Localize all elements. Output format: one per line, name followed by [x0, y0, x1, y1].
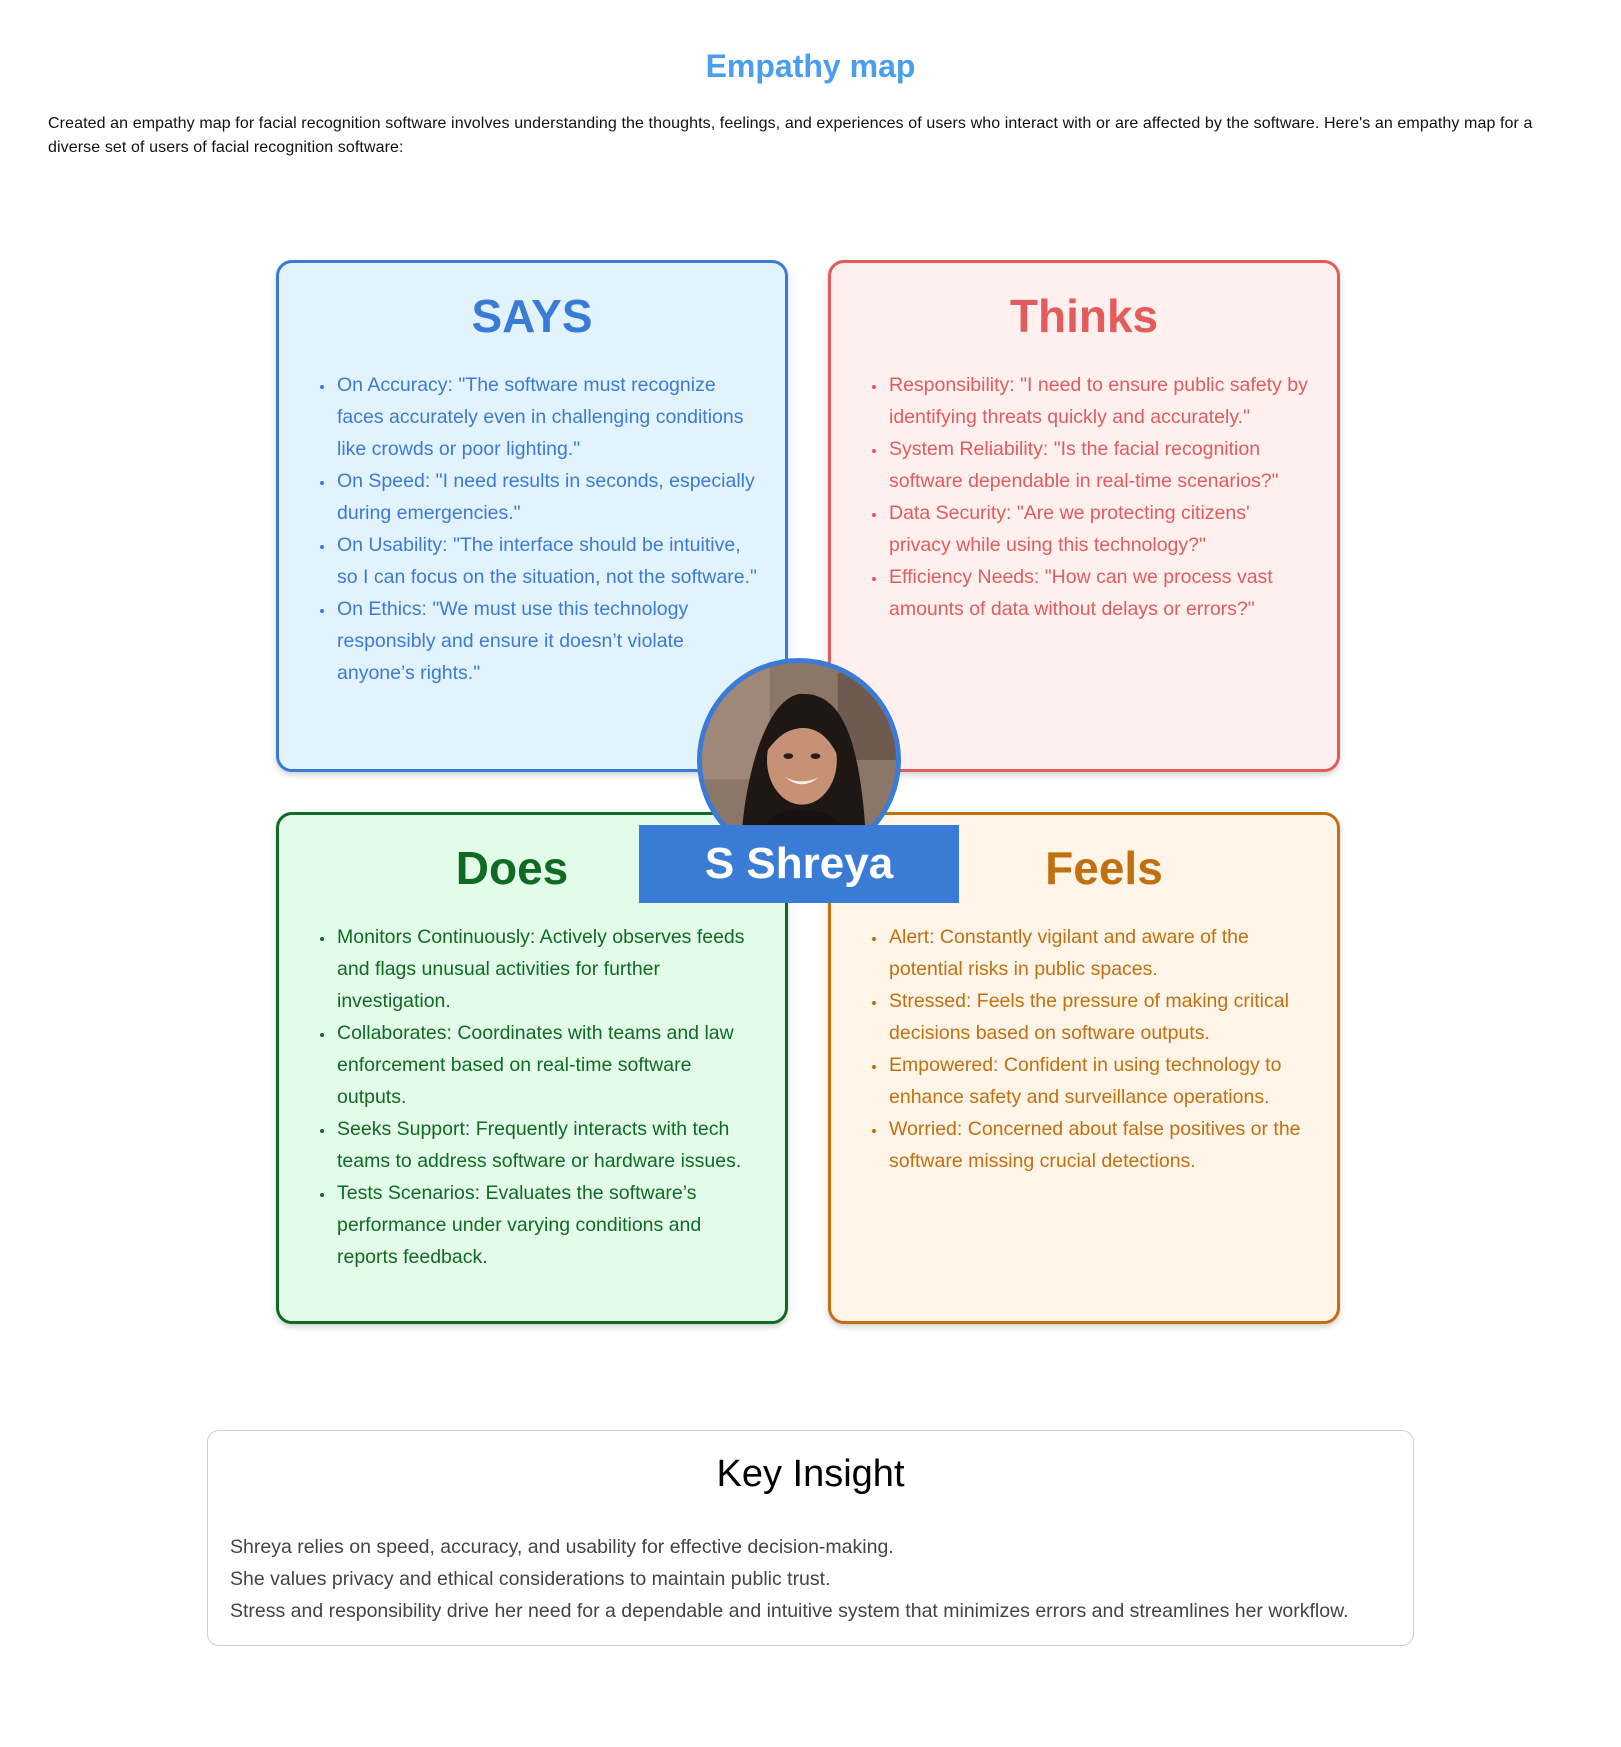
feels-item: • Worried: Concerned about false positives or the software missing crucial detections. [887, 1113, 1309, 1177]
feels-item: • Stressed: Feels the pressure of making critical decisions based on software outputs. [887, 985, 1309, 1049]
says-item: • On Ethics: "We must use this technology responsibly and ensure it doesn’t violate anyone’s rights." [335, 593, 757, 689]
does-item: • Collaborates: Coordinates with teams and law enforcement based on real-time software outputs. [335, 1017, 757, 1113]
says-heading: SAYS [471, 290, 593, 342]
intro-paragraph: Created an empathy map for facial recognition software involves understanding the thoughts, feelings, and experiences of users who interact with or are affected by the software. Here's an empathy map for a diverse set of users of facial recognition software: [48, 115, 1533, 156]
does-item: • Seeks Support: Frequently interacts with tech teams to address software or hardware issues. [335, 1113, 757, 1177]
feels-list [867, 921, 1309, 1177]
thinks-quadrant [828, 260, 1340, 772]
key-insight-line: She values privacy and ethical considerations to maintain public trust. [230, 1568, 831, 1590]
does-item: • Monitors Continuously: Actively observes feeds and flags unusual activities for further investigation. [335, 921, 757, 1017]
key-insight-line: Shreya relies on speed, accuracy, and usability for effective decision-making. [230, 1536, 894, 1558]
says-item: • On Usability: "The interface should be intuitive, so I can focus on the situation, not the software." [335, 529, 757, 593]
says-item: • On Speed: "I need results in seconds, especially during emergencies." [335, 465, 757, 529]
page-title: Empathy map [705, 48, 916, 84]
says-list [315, 369, 757, 689]
key-insight-heading: Key Insight [716, 1453, 905, 1495]
key-insight-line: Stress and responsibility drive her need for a dependable and intuitive system that minimizes errors and streamlines her workflow. [230, 1600, 1349, 1622]
thinks-heading: Thinks [1009, 290, 1159, 342]
key-insight-lines [230, 1531, 1397, 1627]
feels-heading: Feels [1045, 842, 1163, 894]
does-list [315, 921, 757, 1273]
feels-item: • Alert: Constantly vigilant and aware of the potential risks in public spaces. [887, 921, 1309, 985]
says-item: • On Accuracy: "The software must recognize faces accurately even in challenging conditions like crowds or poor lighting." [335, 369, 757, 465]
key-insight-card [207, 1430, 1414, 1646]
thinks-item: • Efficiency Needs: "How can we process vast amounts of data without delays or errors?" [887, 561, 1309, 625]
thinks-item: • Responsibility: "I need to ensure public safety by identifying threats quickly and accurately." [887, 369, 1309, 433]
says-quadrant [276, 260, 788, 772]
feels-item: • Empowered: Confident in using technology to enhance safety and surveillance operations. [887, 1049, 1309, 1113]
does-heading: Does [455, 842, 569, 894]
thinks-item: • System Reliability: "Is the facial recognition software dependable in real-time scenarios?" [887, 433, 1309, 497]
thinks-item: • Data Security: "Are we protecting citizens' privacy while using this technology?" [887, 497, 1309, 561]
persona-name-banner: S Shreya [639, 825, 959, 903]
thinks-list [867, 369, 1309, 625]
does-item: • Tests Scenarios: Evaluates the software’s performance under varying conditions and reports feedback. [335, 1177, 757, 1273]
